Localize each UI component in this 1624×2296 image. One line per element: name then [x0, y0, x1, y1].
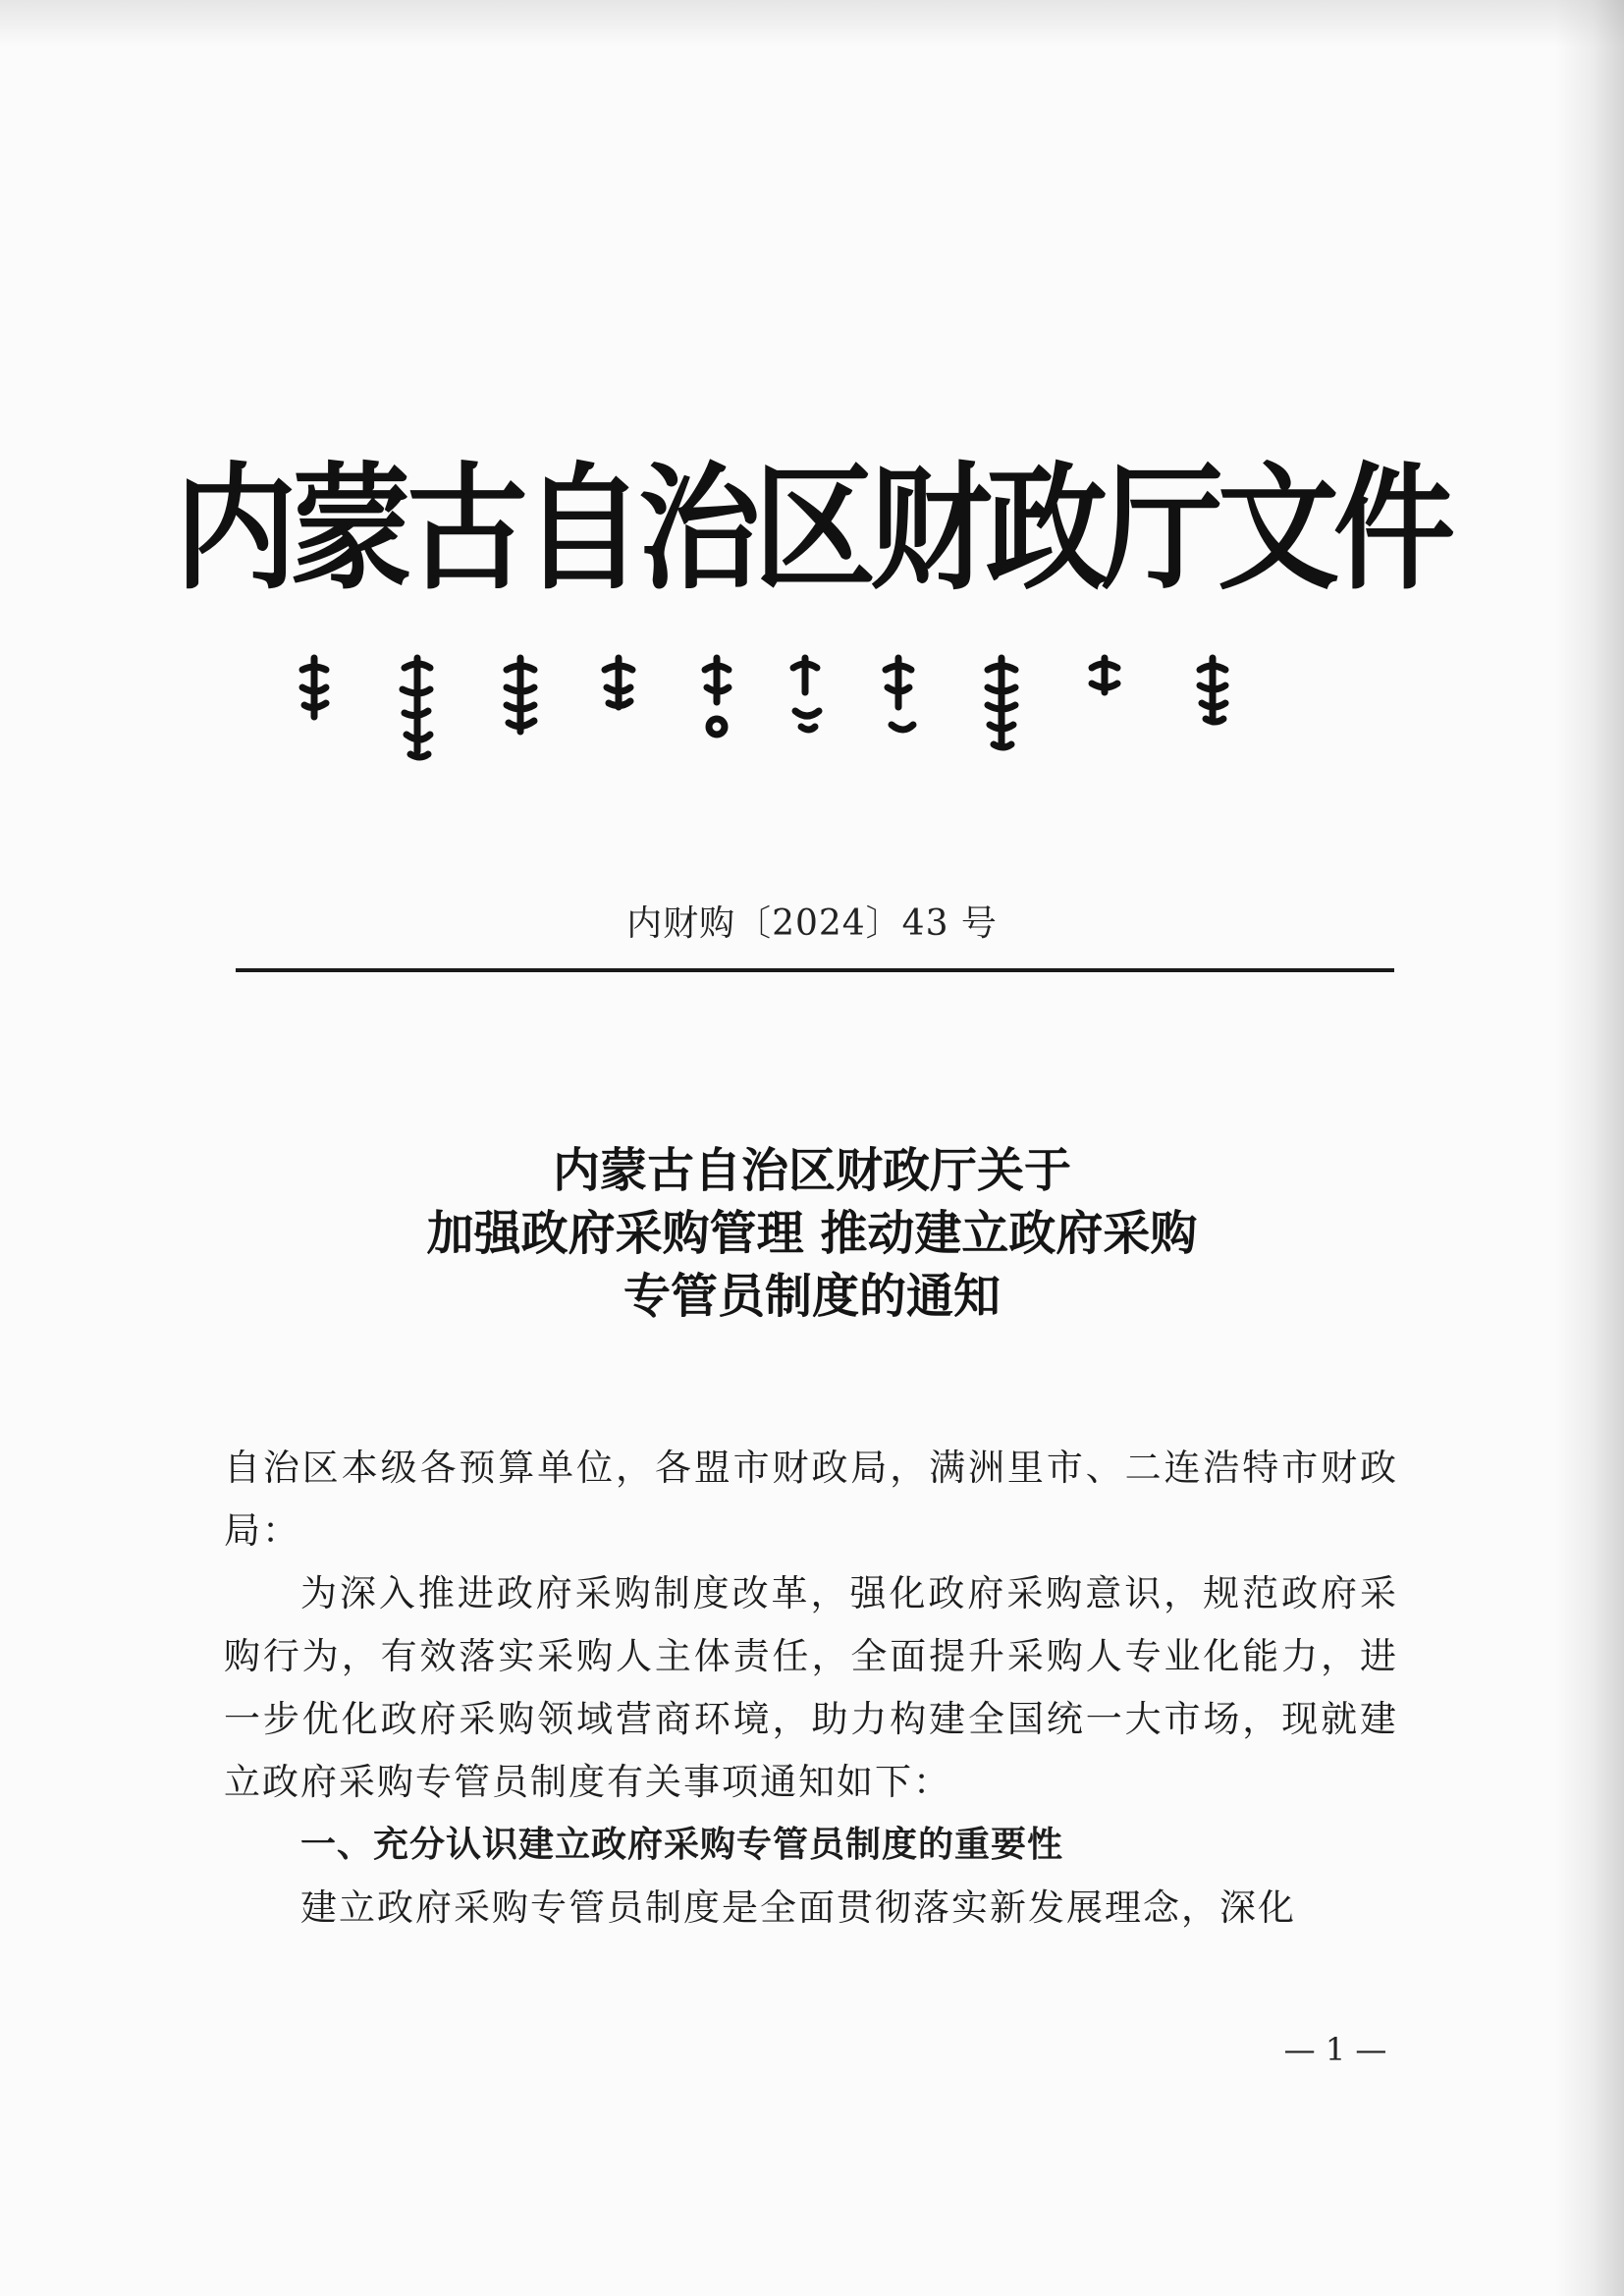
masthead-title: 内蒙古自治区财政厅文件 [174, 450, 1449, 610]
title-line-2: 加强政府采购管理 推动建立政府采购 [426, 1206, 1198, 1261]
document-title [0, 1139, 1624, 1328]
page-number: — 1 — [1283, 2031, 1387, 2068]
section-heading-1: 一、充分认识建立政府采购专管员制度的重要性 [300, 1825, 1064, 1865]
section-1-paragraph: 建立政府采购专管员制度是全面贯彻落实新发展理念，深化 [300, 1886, 1296, 1929]
scan-edge-top [0, 0, 1624, 47]
intro-paragraph: 为深入推进政府采购制度改革，强化政府采购意识，规范政府采购行为，有效落实采购人主体责任，全面提升采购人专业化能力，进一步优化政府采购领域营商环境，助力构建全国统一大市场，现就建立政府采购专管员制度有关事项通知如下： [224, 1572, 1398, 1803]
addressee-paragraph: 自治区本级各预算单位，各盟市财政局，满洲里市、二连浩特市财政局： [224, 1447, 1398, 1552]
mongolian-script-graphic [285, 648, 1355, 795]
title-line-1: 内蒙古自治区财政厅关于 [552, 1143, 1071, 1198]
document-number: 内财购〔2024〕43 号 [626, 903, 998, 944]
title-line-3: 专管员制度的通知 [623, 1269, 1001, 1324]
document-body [224, 1437, 1398, 1940]
header-divider-line [236, 968, 1394, 972]
